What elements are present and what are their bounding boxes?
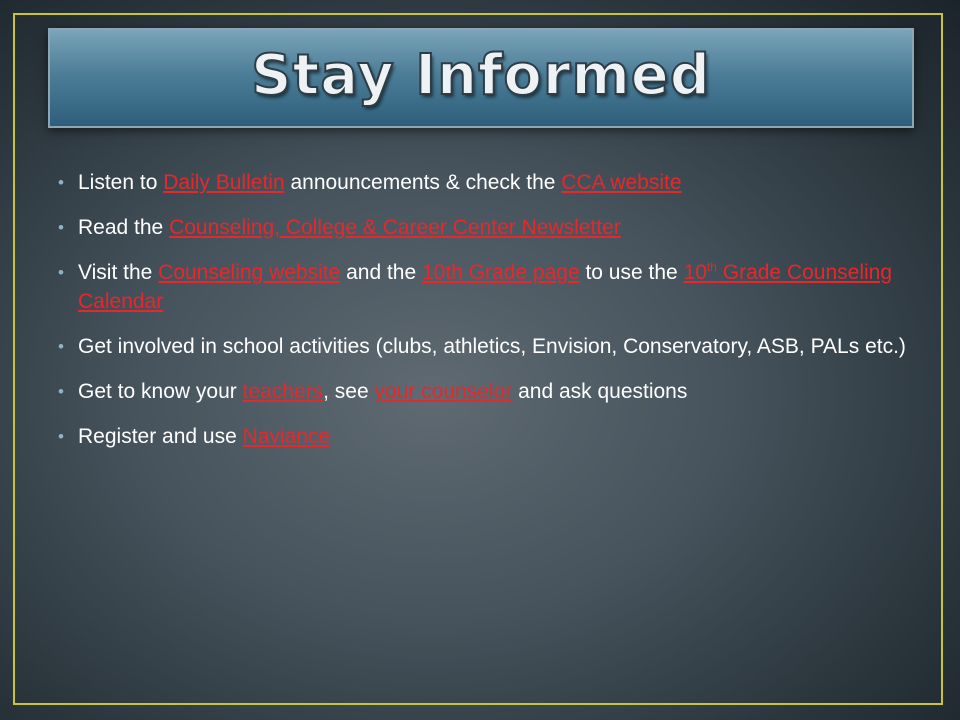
bullet-item	[58, 422, 918, 451]
bullet-text: Listen to	[78, 171, 164, 194]
bullet-text: announcements & check the	[284, 171, 562, 194]
bullet-dot-icon: •	[58, 218, 64, 237]
bullet-dot-icon: •	[58, 337, 64, 356]
bullet-text: and ask questions	[512, 380, 688, 403]
bullet-item	[58, 213, 918, 242]
bullet-text: Get to know your	[78, 380, 243, 403]
cca-website-link[interactable]: CCA website	[561, 171, 682, 194]
teachers-link[interactable]: teachers	[242, 380, 324, 403]
bullet-text: Get involved in school activities (clubs, athletics, Envision, Conservatory, ASB, PALs etc.)	[78, 335, 906, 358]
slide-title: Stay Informed	[251, 42, 711, 108]
calendar-link-text: Grade Counseling Calendar	[78, 261, 893, 313]
bullet-dot-icon: •	[58, 263, 64, 282]
bullet-item	[58, 258, 918, 316]
bullet-item	[58, 332, 918, 361]
your-counselor-link[interactable]: your counselor	[374, 380, 513, 403]
bullet-text: to use the	[579, 261, 684, 284]
bullet-list	[58, 168, 918, 467]
bullet-text: and the	[340, 261, 422, 284]
title-banner	[48, 28, 914, 128]
bullet-dot-icon: •	[58, 427, 64, 446]
bullet-dot-icon: •	[58, 173, 64, 192]
calendar-link-number: 10	[683, 261, 707, 284]
naviance-link[interactable]: Naviance	[242, 425, 331, 448]
bullet-item	[58, 168, 918, 197]
bullet-text: , see	[323, 380, 375, 403]
newsletter-link[interactable]: Counseling, College & Career Center Newsletter	[169, 216, 621, 239]
daily-bulletin-link[interactable]: Daily Bulletin	[163, 171, 285, 194]
bullet-text: Register and use	[78, 425, 243, 448]
bullet-text: Read the	[78, 216, 170, 239]
tenth-grade-page-link[interactable]: 10th Grade page	[422, 261, 580, 284]
bullet-text: Visit the	[78, 261, 159, 284]
bullet-dot-icon: •	[58, 382, 64, 401]
counseling-website-link[interactable]: Counseling website	[158, 261, 341, 284]
bullet-item	[58, 377, 918, 406]
calendar-link-superscript: th	[706, 260, 717, 274]
